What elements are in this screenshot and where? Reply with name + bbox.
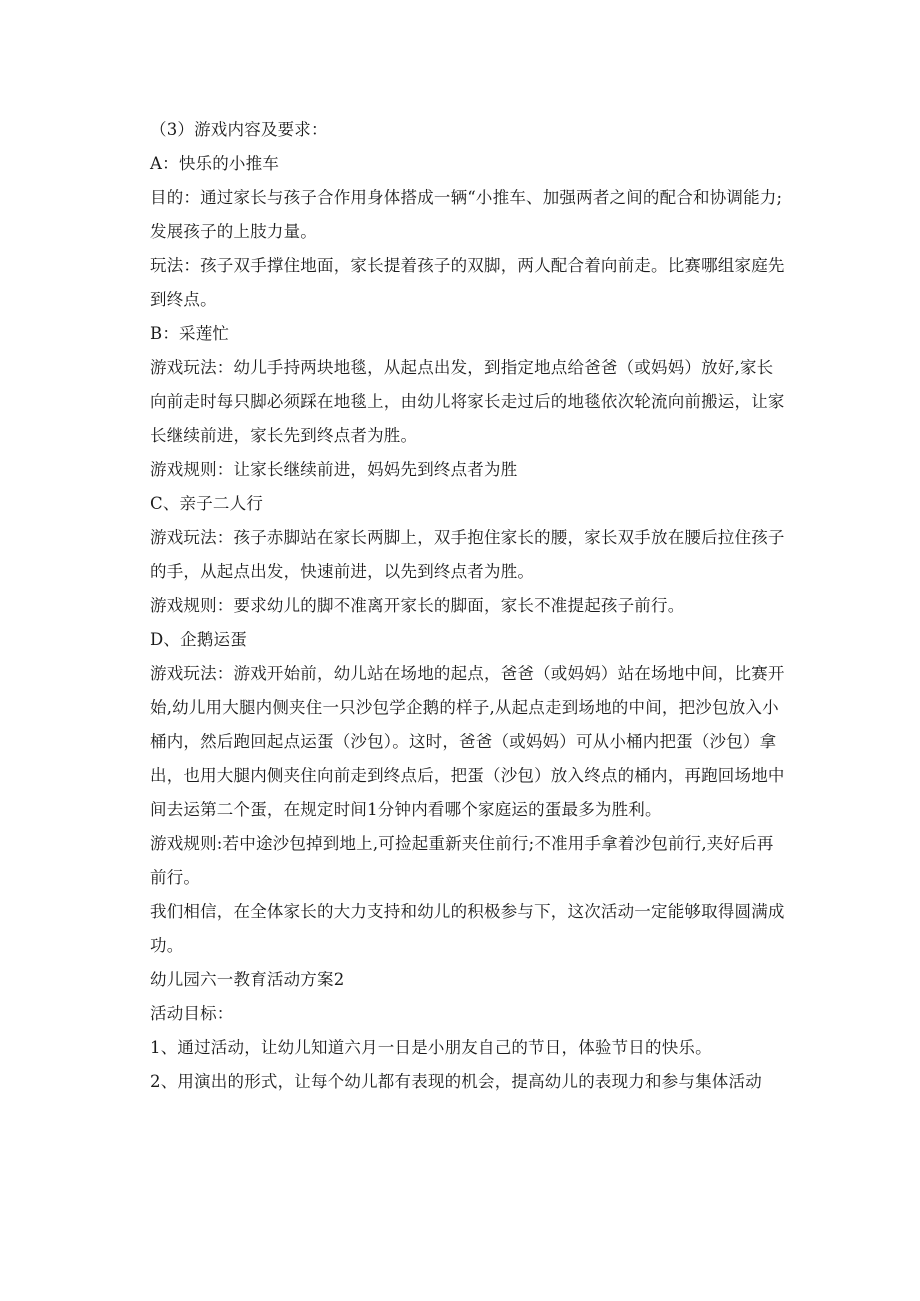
game-c-play: 游戏玩法：孩子赤脚站在家长两脚上，双手抱住家长的腰，家长双手放在腰后拉住孩子的手，从起点出发，快速前进，以先到终点者为胜。 xyxy=(150,528,785,581)
game-b-rules: 游戏规则：让家长继续前进，妈妈先到终点者为胜 xyxy=(150,460,518,479)
objective-1: 1、通过活动，让幼儿知道六月一日是小朋友自己的节日，体验节日的快乐。 xyxy=(150,1038,712,1057)
game-d-rules: 游戏规则:若中途沙包掉到地上,可捡起重新夹住前行;不准用手拿着沙包前行,夹好后再前行。 xyxy=(150,834,774,887)
game-c-rules: 游戏规则：要求幼儿的脚不准离开家长的脚面，家长不准提起孩子前行。 xyxy=(150,596,685,615)
game-c-title: C、亲子二人行 xyxy=(150,494,264,513)
game-a-title: A：快乐的小推车 xyxy=(150,154,280,173)
game-d-title: D、企鹅运蛋 xyxy=(150,630,247,649)
document-body xyxy=(150,113,790,1099)
game-b-title: B：采莲忙 xyxy=(150,324,230,343)
game-a-purpose: 目的：通过家长与孩子合作用身体搭成一辆“小推车、加强两者之间的配合和协调能力;发展孩子的上肢力量。 xyxy=(150,188,783,241)
section-heading: （3）游戏内容及要求： xyxy=(150,120,328,139)
game-d-play: 游戏玩法：游戏开始前，幼儿站在场地的起点，爸爸（或妈妈）站在场地中间，比赛开始,幼儿用大腿内侧夹住一只沙包学企鹅的样子,从起点走到场地的中间，把沙包放入小桶内，然后跑回起点运蛋（沙包）。这时，爸爸（或妈妈）可从小桶内把蛋（沙包）拿出，也用大腿内侧夹住向前走到终点后，把蛋（沙包）放入终点的桶内，再跑回场地中间去运第二个蛋，在规定时间1分钟内看哪个家庭运的蛋最多为胜利。 xyxy=(150,664,785,819)
objective-2: 2、用演出的形式，让每个幼儿都有表现的机会，提高幼儿的表现力和参与集体活动 xyxy=(150,1072,762,1091)
closing-statement: 我们相信，在全体家长的大力支持和幼儿的积极参与下，这次活动一定能够取得圆满成功。 xyxy=(150,902,785,955)
game-b-play: 游戏玩法：幼儿手持两块地毯，从起点出发，到指定地点给爸爸（或妈妈）放好,家长向前走时每只脚必须踩在地毯上，由幼儿将家长走过后的地毯依次轮流向前搬运，让家长继续前进，家长先到终点者为胜。 xyxy=(150,358,785,445)
game-a-rules: 玩法：孩子双手撑住地面，家长提着孩子的双脚，两人配合着向前走。比赛哪组家庭先到终点。 xyxy=(150,256,785,309)
objectives-heading: 活动目标： xyxy=(150,1004,234,1023)
plan-2-title: 幼儿园六一教育活动方案2 xyxy=(150,970,345,989)
